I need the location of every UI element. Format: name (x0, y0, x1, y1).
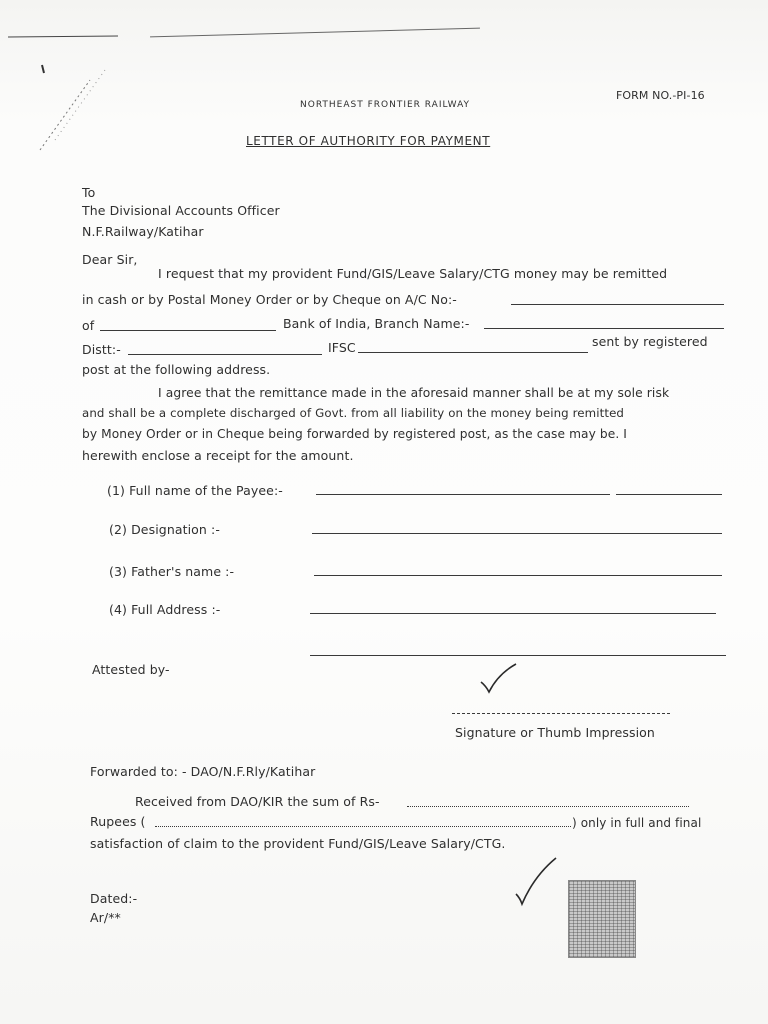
field-address-label: (4) Full Address :- (109, 602, 221, 617)
dated-label: Dated:- (90, 891, 138, 906)
ar-label: Ar/** (90, 910, 121, 925)
ifsc-label: IFSC (328, 340, 356, 355)
scan-streak (150, 28, 480, 38)
distt-label: Distt:- (82, 342, 121, 357)
para2-line2: and shall be a complete discharged of Govt. from all liability on the money being remitted (82, 406, 625, 420)
bank-branch-label: Bank of India, Branch Name:- (283, 316, 470, 331)
rupees-suffix: ) only in full and final (572, 816, 702, 830)
sent-by-label: sent by registered (592, 334, 708, 349)
para1-line1: I request that my provident Fund/GIS/Leave Salary/CTG money may be remitted (158, 266, 668, 281)
amount-words-field[interactable] (155, 826, 571, 827)
signature-label: Signature or Thumb Impression (455, 725, 655, 740)
para1-line2: in cash or by Postal Money Order or by Cheque on A/C No:- (82, 292, 457, 307)
forwarded-to: Forwarded to: - DAO/N.F.Rly/Katihar (90, 764, 316, 779)
para2-line1: I agree that the remittance made in the aforesaid manner shall be at my sole risk (158, 386, 670, 400)
para2-line3: by Money Order or in Cheque being forwarded by registered post, as the case may be. I (82, 427, 627, 441)
scan-streak (8, 36, 118, 38)
ifsc-field[interactable] (358, 352, 588, 353)
fathers-name-input[interactable] (314, 575, 722, 576)
para1-line5: post at the following address. (82, 362, 271, 377)
organization-name: NORTHEAST FRONTIER RAILWAY (300, 100, 471, 110)
para2-line4: herewith enclose a receipt for the amount. (82, 448, 354, 463)
full-name-input[interactable] (316, 494, 610, 495)
rupees-label: Rupees ( (90, 814, 146, 829)
attested-by-label: Attested by- (92, 662, 170, 677)
account-number-field[interactable] (511, 304, 724, 305)
received-from: Received from DAO/KIR the sum of Rs- (135, 794, 380, 809)
satisfaction-line: satisfaction of claim to the provident Fund/GIS/Leave Salary/CTG. (90, 836, 506, 851)
amount-rs-field[interactable] (407, 806, 689, 807)
full-name-input-extra[interactable] (616, 494, 722, 495)
address-input-line2[interactable] (310, 655, 726, 656)
tick-mark-icon (478, 662, 520, 696)
official-stamp (568, 880, 636, 958)
addressee-office: N.F.Railway/Katihar (82, 224, 204, 239)
signature-line[interactable] (452, 713, 670, 714)
field-full-name-label: (1) Full name of the Payee:- (107, 483, 283, 498)
designation-input[interactable] (312, 533, 722, 534)
addressee-officer: The Divisional Accounts Officer (82, 203, 280, 218)
to-label: To (82, 185, 96, 200)
of-field[interactable] (100, 330, 276, 331)
scan-marks (30, 60, 120, 160)
branch-name-field[interactable] (484, 328, 724, 329)
salutation: Dear Sir, (82, 252, 138, 267)
document-title: LETTER OF AUTHORITY FOR PAYMENT (246, 134, 491, 148)
of-label: of (82, 318, 95, 333)
form-number: FORM NO.-PI-16 (616, 89, 705, 102)
address-input-line1[interactable] (310, 613, 716, 614)
field-designation-label: (2) Designation :- (109, 522, 220, 537)
distt-field[interactable] (128, 354, 322, 355)
tick-mark-icon (512, 856, 560, 908)
field-fathers-name-label: (3) Father's name :- (109, 564, 235, 579)
